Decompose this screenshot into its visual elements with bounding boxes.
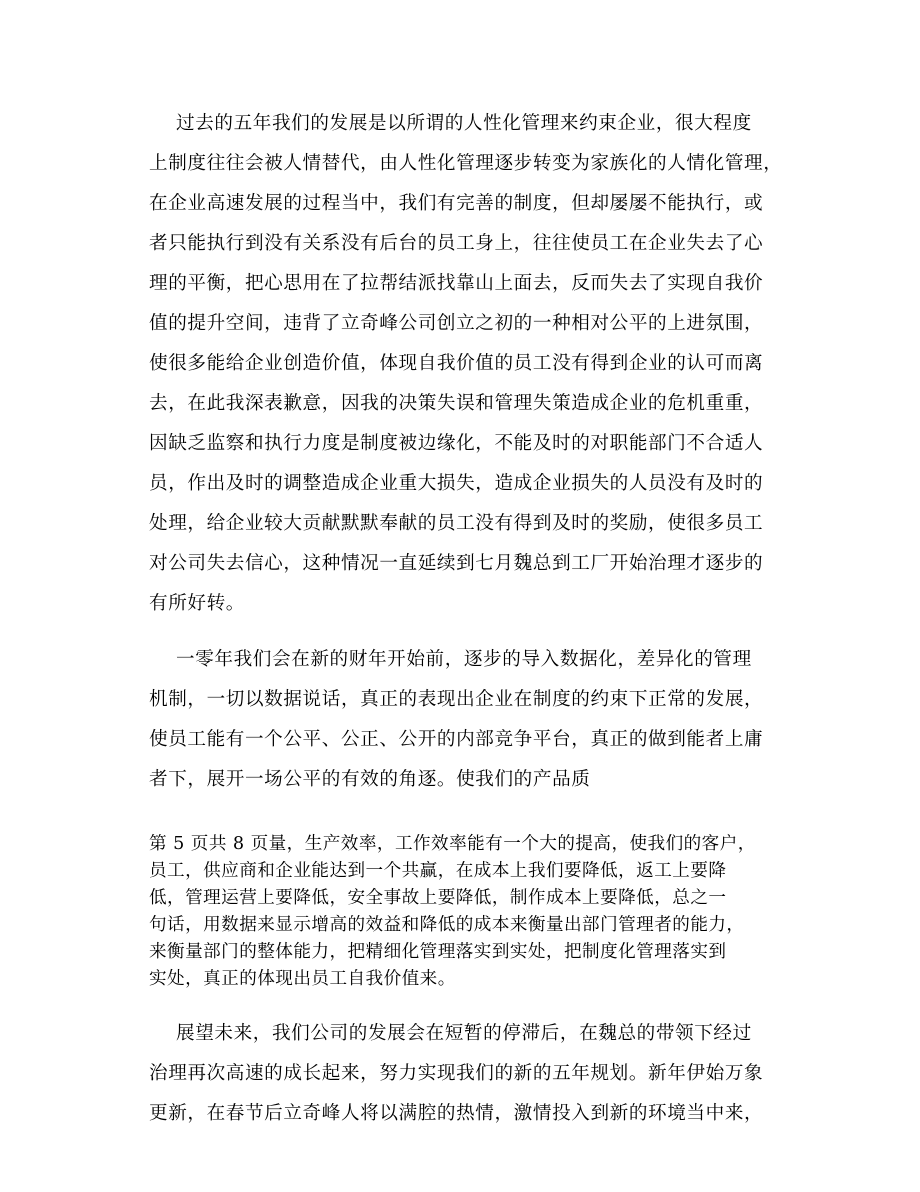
text-line: 者只能执行到没有关系没有后台的员工身上，往往使员工在企业失去了心 — [149, 233, 764, 254]
text-line: 更新，在春节后立奇峰人将以满腔的热情，激情投入到新的环境当中来， — [149, 1103, 764, 1124]
text-line: 使很多能给企业创造价值，体现自我价值的员工没有得到企业的认可而离 — [149, 353, 764, 374]
text-line: 者下，展开一场公平的有效的角逐。使我们的产品质 — [149, 769, 591, 790]
text-line: 使员工能有一个公平、公正、公开的内部竞争平台，真正的做到能者上庸 — [149, 729, 764, 750]
text-line: 一零年我们会在新的财年开始前，逐步的导入数据化，差异化的管理 — [176, 649, 752, 670]
text-line: 对公司失去信心，这种情况一直延续到七月魏总到工厂开始治理才逐步的 — [149, 553, 764, 574]
text-line: 值的提升空间，违背了立奇峰公司创立之初的一种相对公平的上进氛围， — [149, 313, 764, 334]
text-line: 员工，供应商和企业能达到一个共赢，在成本上我们要降低，返工上要降 — [149, 861, 727, 881]
text-line: 理的平衡，把心思用在了拉帮结派找靠山上面去，反而失去了实现自我价 — [149, 273, 764, 294]
text-line: 在企业高速发展的过程当中，我们有完善的制度，但却屡屡不能执行，或 — [149, 193, 764, 214]
text-line: 句话，用数据来显示增高的效益和降低的成本来衡量出部门管理者的能力， — [149, 915, 745, 935]
text-line: 上制度往往会被人情替代，由人性化管理逐步转变为家族化的人情化管理， — [149, 153, 783, 174]
text-line: 机制，一切以数据说话，真正的表现出企业在制度的约束下正常的发展， — [149, 689, 764, 710]
text-line: 低，管理运营上要降低，安全事故上要降低，制作成本上要降低，总之一 — [149, 888, 727, 908]
text-line: 员，作出及时的调整造成企业重大损失，造成企业损失的人员没有及时的 — [149, 473, 764, 494]
text-line: 治理再次高速的成长起来，努力实现我们的新的五年规划。新年伊始万象 — [149, 1063, 764, 1084]
text-line: 因缺乏监察和执行力度是制度被边缘化，不能及时的对职能部门不合适人 — [149, 433, 764, 454]
text-line: 实处，真正的体现出员工自我价值来。 — [149, 969, 456, 989]
text-line: 处理，给企业较大贡献默默奉献的员工没有得到及时的奖励，使很多员工 — [149, 513, 764, 534]
text-line: 有所好转。 — [149, 593, 245, 614]
text-line: 第 5 页共 8 页量，生产效率，工作效率能有一个大的提高，使我们的客户， — [149, 834, 756, 854]
text-line: 过去的五年我们的发展是以所谓的人性化管理来约束企业，很大程度 — [176, 113, 752, 134]
text-line: 展望未来，我们公司的发展会在短暂的停滞后，在魏总的带领下经过 — [176, 1023, 752, 1044]
text-line: 去，在此我深表歉意，因我的决策失误和管理失策造成企业的危机重重， — [149, 393, 764, 414]
text-line: 来衡量部门的整体能力，把精细化管理落实到实处，把制度化管理落实到 — [149, 942, 727, 962]
